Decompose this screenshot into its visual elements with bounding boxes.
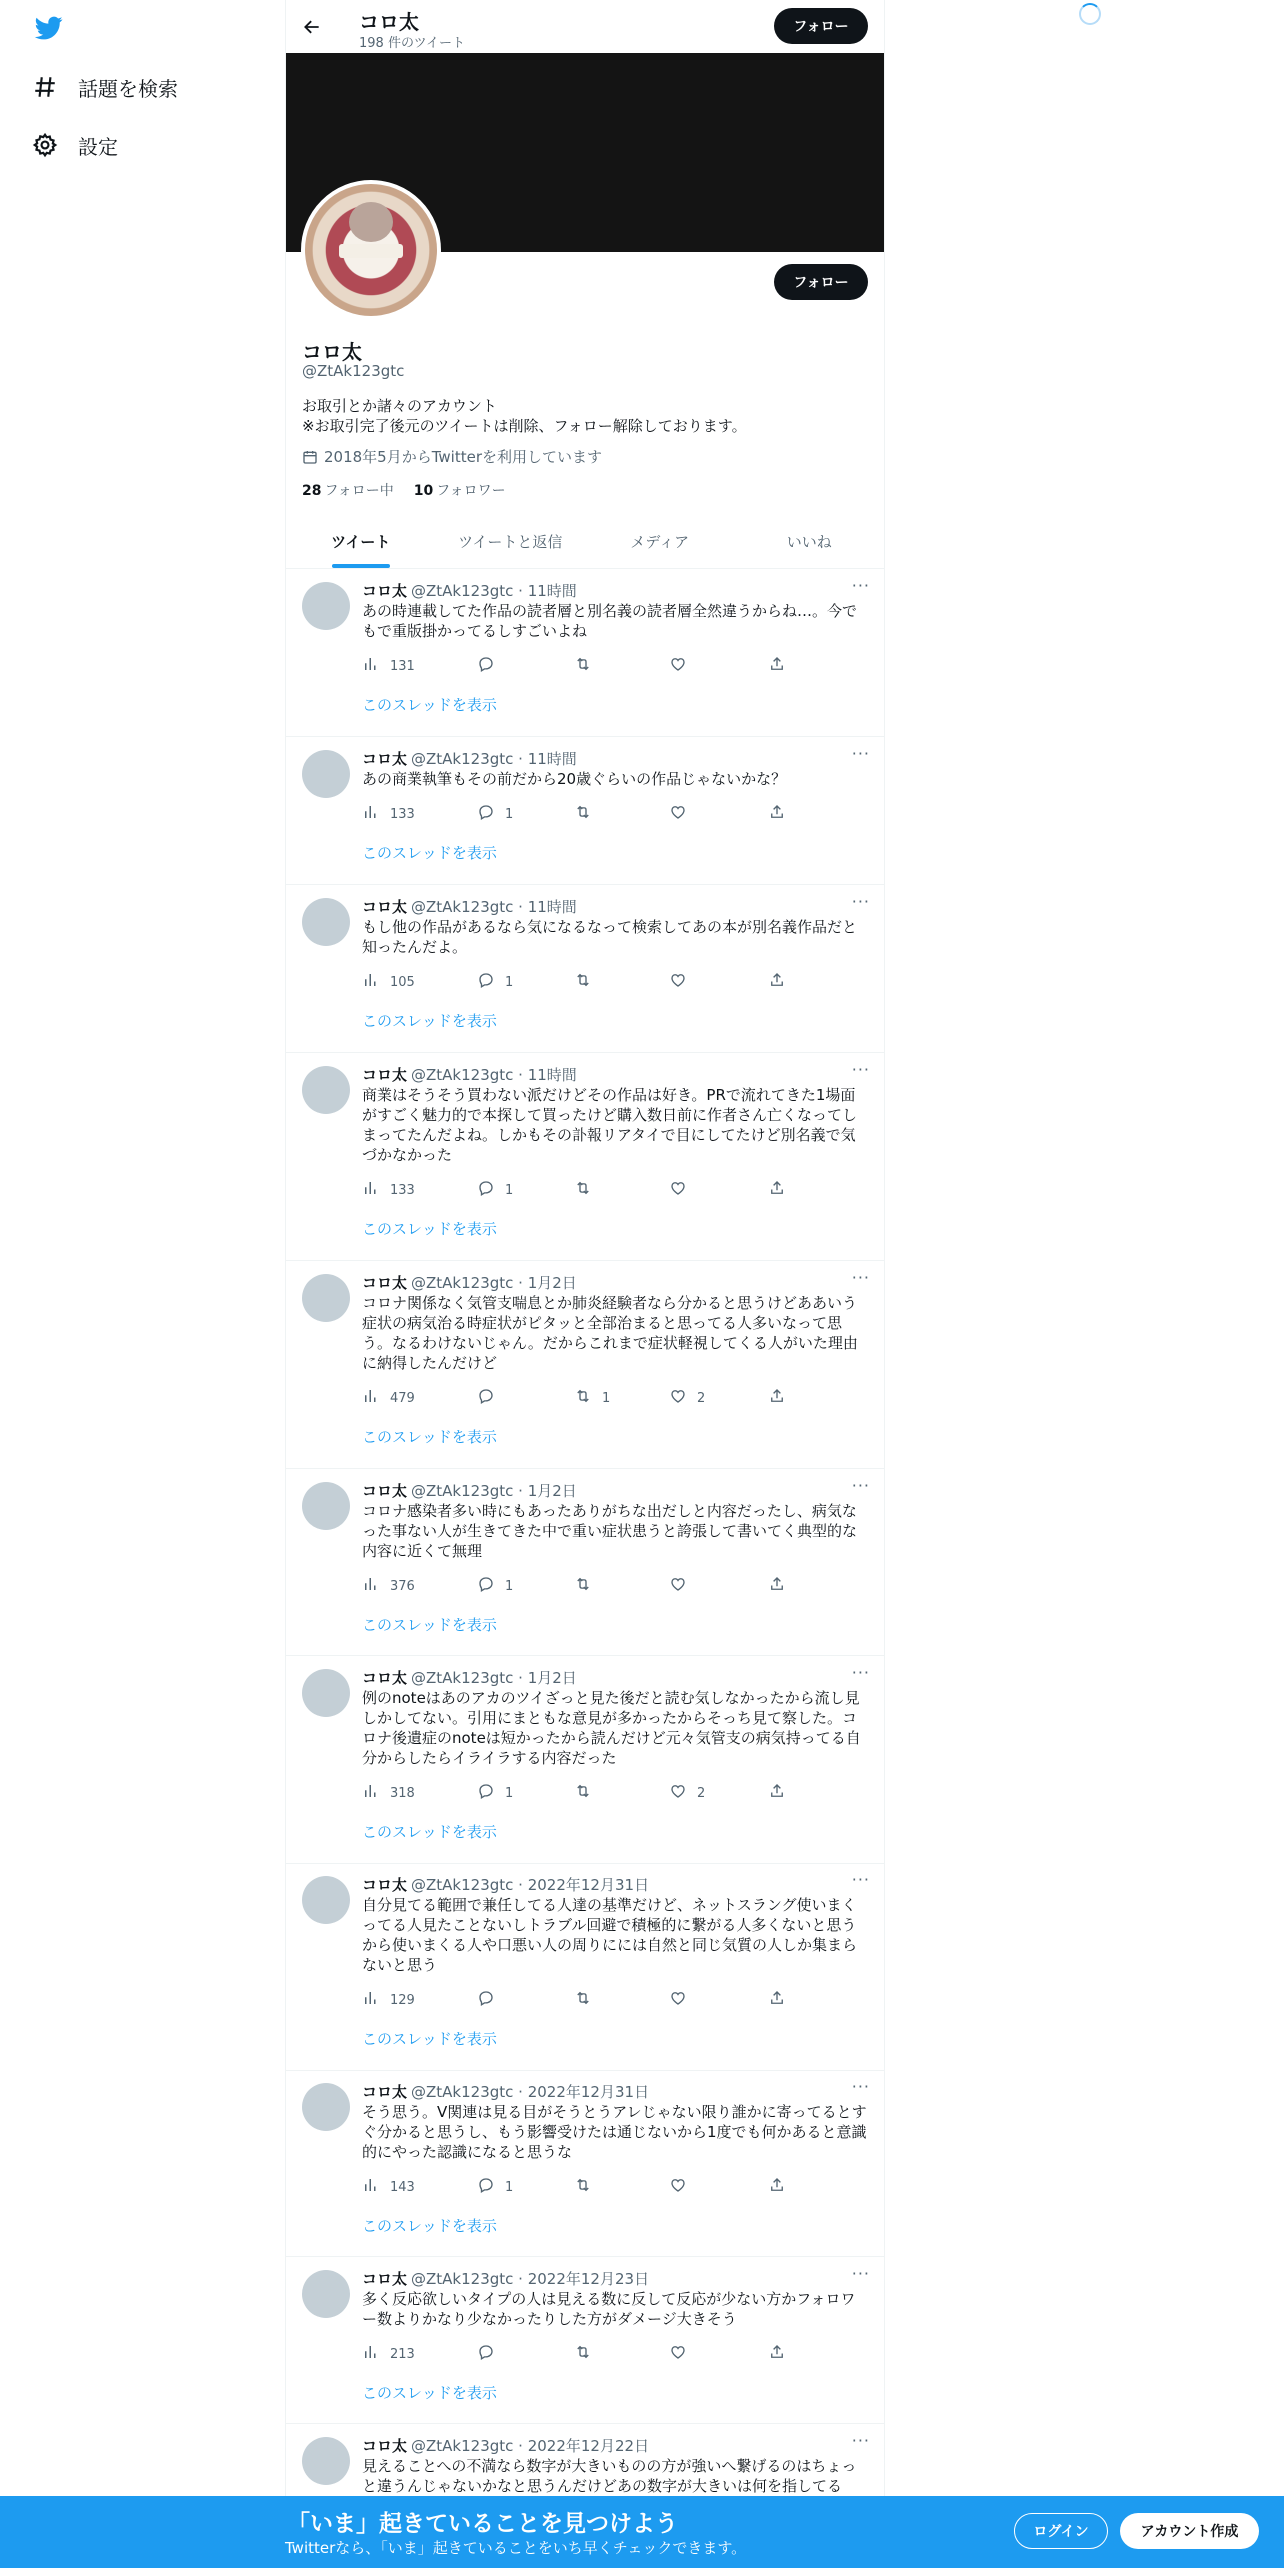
tweet-actions bbox=[362, 1387, 792, 1407]
views-count: 376 bbox=[390, 1578, 415, 1594]
tweet-text: あの商業執筆もその前だから20歳ぐらいの作品じゃないかな？ bbox=[362, 770, 787, 788]
tweet-author-handle[interactable]: @ZtAk123gtc bbox=[411, 1669, 514, 1687]
tweet-author-handle[interactable]: @ZtAk123gtc bbox=[411, 2270, 514, 2288]
join-date: 2018年5月からTwitterを利用しています bbox=[302, 446, 602, 467]
signup-prompt-subtitle: Twitterなら、「いま」起きていることをいち早くチェックできます。 bbox=[285, 2539, 747, 2557]
like-button[interactable] bbox=[669, 1782, 705, 1804]
tweet-author-name[interactable]: コロ太 bbox=[362, 2083, 408, 2101]
like-button[interactable] bbox=[669, 1575, 697, 1597]
more-options-icon[interactable]: ··· bbox=[851, 2077, 870, 2096]
signup-prompt-bar bbox=[0, 2496, 1284, 2568]
tweet[interactable] bbox=[286, 886, 884, 1053]
tweet-avatar[interactable] bbox=[302, 2437, 350, 2485]
like-icon bbox=[669, 1989, 687, 2011]
retweet-button[interactable] bbox=[574, 1782, 602, 1804]
retweet-icon bbox=[574, 2176, 592, 2198]
share-button[interactable] bbox=[768, 971, 786, 993]
tweet-header: コロ太 @ZtAk123gtc · 1月2日 bbox=[362, 1669, 577, 1687]
tweet-timestamp[interactable]: 1月2日 bbox=[527, 1482, 577, 1500]
tab-tweets-replies[interactable]: ツイートと返信 bbox=[458, 533, 563, 551]
tweet-author-name[interactable]: コロ太 bbox=[362, 1669, 408, 1687]
like-icon bbox=[669, 2343, 687, 2365]
tab-tweets[interactable]: ツイート bbox=[286, 515, 436, 568]
reply-button[interactable] bbox=[477, 1387, 505, 1409]
more-options-icon[interactable]: ··· bbox=[851, 1060, 870, 1079]
share-button[interactable] bbox=[768, 2176, 786, 2198]
more-options-icon[interactable]: ··· bbox=[851, 744, 870, 763]
retweet-button[interactable] bbox=[574, 2176, 602, 2198]
tweet-text: 多く反応欲しいタイプの人は見える数に反して反応が少ない方かフォロワー数よりかなり少なかったりした方がダメージ大きそう bbox=[362, 2290, 856, 2328]
reply-button[interactable] bbox=[477, 1575, 513, 1597]
back-arrow-icon[interactable] bbox=[296, 11, 328, 43]
tweet-text: 自分見てる範囲で兼任してる人達の基準だけど、ネットスラング使いまくってる人見たことないしトラブル回避で積極的に繋がる人多くないと思うから使いまくる人や口悪い人の周りにには自然と同じ気質の人しか集まらないと思う bbox=[362, 1896, 858, 1974]
tweet-author-name[interactable]: コロ太 bbox=[362, 582, 408, 600]
tweet-actions bbox=[362, 1179, 792, 1199]
tweet-header: コロ太 @ZtAk123gtc · 11時間 bbox=[362, 582, 577, 600]
share-icon bbox=[768, 971, 786, 993]
like-button[interactable] bbox=[669, 2176, 697, 2198]
hashtag-icon bbox=[32, 74, 58, 100]
tweet-author-handle[interactable]: @ZtAk123gtc bbox=[411, 898, 514, 916]
reply-button[interactable] bbox=[477, 803, 513, 825]
like-icon bbox=[669, 1782, 687, 1804]
signup-button[interactable]: アカウント作成 bbox=[1120, 2513, 1259, 2549]
tweet-author-name[interactable]: コロ太 bbox=[362, 1066, 408, 1084]
tweet-actions bbox=[362, 1989, 792, 2009]
views-button[interactable] bbox=[362, 655, 415, 677]
gear-icon bbox=[32, 132, 58, 158]
tweet-timestamp[interactable]: 1月2日 bbox=[527, 1669, 577, 1687]
reply-button[interactable] bbox=[477, 655, 505, 677]
tweet-header: コロ太 @ZtAk123gtc · 1月2日 bbox=[362, 1274, 577, 1292]
retweet-icon bbox=[574, 1782, 592, 1804]
retweet-icon bbox=[574, 655, 592, 677]
tweet-author-name[interactable]: コロ太 bbox=[362, 2270, 408, 2288]
tweet-avatar[interactable] bbox=[302, 750, 350, 798]
more-options-icon[interactable]: ··· bbox=[851, 892, 870, 911]
retweet-button[interactable] bbox=[574, 1575, 602, 1597]
reply-count: 1 bbox=[505, 2179, 514, 2195]
reply-count: 1 bbox=[505, 1785, 514, 1801]
reply-count: 1 bbox=[505, 974, 514, 990]
views-icon bbox=[362, 1387, 380, 1409]
share-button[interactable] bbox=[768, 1989, 786, 2011]
login-button[interactable]: ログイン bbox=[1014, 2513, 1108, 2549]
views-count: 133 bbox=[390, 806, 415, 822]
tweet-timestamp[interactable]: 2022年12月23日 bbox=[527, 2270, 650, 2288]
retweet-button[interactable] bbox=[574, 1179, 602, 1201]
views-icon bbox=[362, 2176, 380, 2198]
tweet-author-handle[interactable]: @ZtAk123gtc bbox=[411, 1482, 514, 1500]
reply-button[interactable] bbox=[477, 1782, 513, 1804]
like-icon bbox=[669, 803, 687, 825]
views-count: 131 bbox=[390, 658, 415, 674]
tweet[interactable] bbox=[286, 1262, 884, 1469]
like-button[interactable] bbox=[669, 2343, 697, 2365]
sidebar-item-explore[interactable] bbox=[32, 69, 178, 105]
tweet-timestamp[interactable]: 2022年12月31日 bbox=[527, 1876, 650, 1894]
header-follow-button[interactable]: フォロー bbox=[774, 8, 868, 44]
following-link[interactable]: 28 フォロー中 bbox=[302, 483, 394, 499]
tweet-header: コロ太 @ZtAk123gtc · 11時間 bbox=[362, 750, 577, 768]
tweet-text: 商業はそうそう買わない派だけどその作品は好き。PRで流れてきた1場面がすごく魅力的で本探して買ったけど購入数日前に作者さん亡くなってしまってたんだよね。しかもその訃報リアタイで目にしてたけど別名義で気づかなかった bbox=[362, 1086, 858, 1164]
share-button[interactable] bbox=[768, 1387, 786, 1409]
share-icon bbox=[768, 655, 786, 677]
share-icon bbox=[768, 1575, 786, 1597]
left-sidebar bbox=[0, 0, 285, 2568]
profile-header-bar bbox=[286, 0, 884, 53]
tweet-actions bbox=[362, 2176, 792, 2196]
page-title: コロ太 bbox=[359, 10, 419, 34]
retweet-icon bbox=[574, 1387, 592, 1409]
tweet-header: コロ太 @ZtAk123gtc · 2022年12月22日 bbox=[362, 2437, 650, 2455]
tweet-timestamp[interactable]: 2022年12月22日 bbox=[527, 2437, 650, 2455]
reply-icon bbox=[477, 1179, 495, 1201]
reply-icon bbox=[477, 1782, 495, 1804]
views-button[interactable] bbox=[362, 2343, 415, 2365]
show-thread-link[interactable]: このスレッドを表示 bbox=[362, 696, 497, 714]
tweet-timestamp[interactable]: 11時間 bbox=[527, 582, 577, 600]
tweet-text: コロナ関係なく気管支喘息とか肺炎経験者なら分かると思うけどああいう症状の病気治る時症状がピタッと全部治まると思ってる人多いなって思う。なるわけないじゃん。だからこれまで症状軽視してくる人がいた理由に納得したんだけど bbox=[362, 1294, 858, 1372]
views-button[interactable] bbox=[362, 1782, 415, 1804]
retweet-button[interactable] bbox=[574, 803, 602, 825]
like-button[interactable] bbox=[669, 803, 697, 825]
reply-icon bbox=[477, 2176, 495, 2198]
tweet[interactable] bbox=[286, 2258, 884, 2424]
like-icon bbox=[669, 655, 687, 677]
tweet-header: コロ太 @ZtAk123gtc · 11時間 bbox=[362, 1066, 577, 1084]
tweet[interactable] bbox=[286, 1054, 884, 1261]
tweet-header: コロ太 @ZtAk123gtc · 2022年12月31日 bbox=[362, 1876, 650, 1894]
views-count: 105 bbox=[390, 974, 415, 990]
tweet-timestamp[interactable]: 1月2日 bbox=[527, 1274, 577, 1292]
share-button[interactable] bbox=[768, 1179, 786, 1201]
reply-button[interactable] bbox=[477, 971, 513, 993]
tweet-header: コロ太 @ZtAk123gtc · 1月2日 bbox=[362, 1482, 577, 1500]
tweet[interactable] bbox=[286, 1657, 884, 1864]
twitter-bird-icon[interactable] bbox=[33, 14, 65, 42]
retweet-icon bbox=[574, 803, 592, 825]
views-count: 479 bbox=[390, 1390, 415, 1406]
like-button[interactable] bbox=[669, 1179, 697, 1201]
retweet-button[interactable] bbox=[574, 1989, 602, 2011]
reply-icon bbox=[477, 1989, 495, 2011]
tweet-text: あの時連載してた作品の読者層と別名義の読者層全然違うからね…。今でもで重版掛かってるしすごいよね bbox=[362, 602, 858, 640]
views-icon bbox=[362, 1575, 380, 1597]
like-count: 2 bbox=[697, 1390, 706, 1406]
views-button[interactable] bbox=[362, 971, 415, 993]
show-thread-link[interactable]: このスレッドを表示 bbox=[362, 2030, 497, 2048]
tweet-avatar[interactable] bbox=[302, 1274, 350, 1322]
show-thread-link[interactable]: このスレッドを表示 bbox=[362, 2384, 497, 2402]
tweet-text: もし他の作品があるなら気になるなって検索してあの本が別名義作品だと知ったんだよ。 bbox=[362, 918, 858, 956]
share-button[interactable] bbox=[768, 655, 786, 677]
views-count: 129 bbox=[390, 1992, 415, 2008]
views-icon bbox=[362, 1989, 380, 2011]
views-icon bbox=[362, 1782, 380, 1804]
tweet-avatar[interactable] bbox=[302, 1669, 350, 1717]
followers-link[interactable]: 10 フォロワー bbox=[413, 483, 506, 499]
tweet-actions bbox=[362, 2343, 792, 2363]
tweet[interactable] bbox=[286, 570, 884, 737]
retweet-button[interactable] bbox=[574, 1387, 610, 1409]
tweet[interactable] bbox=[286, 738, 884, 885]
reply-icon bbox=[477, 1575, 495, 1597]
share-button[interactable] bbox=[768, 1575, 786, 1597]
tweet-avatar[interactable] bbox=[302, 1482, 350, 1530]
profile-bio: お取引とか諸々のアカウント ※お取引完了後元のツイートは削除、フォロー解除しております。 bbox=[302, 397, 747, 435]
profile-column bbox=[285, 0, 885, 2568]
tweet-actions bbox=[362, 971, 792, 991]
signup-prompt-title: 「いま」起きていることを見つけよう bbox=[287, 2511, 678, 2537]
tweet-header: コロ太 @ZtAk123gtc · 11時間 bbox=[362, 898, 577, 916]
views-button[interactable] bbox=[362, 1575, 415, 1597]
tweet-author-name[interactable]: コロ太 bbox=[362, 2437, 408, 2455]
reply-count: 1 bbox=[505, 806, 514, 822]
reply-icon bbox=[477, 1387, 495, 1409]
more-options-icon[interactable]: ··· bbox=[851, 576, 870, 595]
reply-button[interactable] bbox=[477, 1179, 513, 1201]
reply-button[interactable] bbox=[477, 1989, 505, 2011]
like-icon bbox=[669, 1387, 687, 1409]
follow-stats bbox=[302, 480, 506, 500]
more-options-icon[interactable]: ··· bbox=[851, 1663, 870, 1682]
tweet-header: コロ太 @ZtAk123gtc · 2022年12月23日 bbox=[362, 2270, 650, 2288]
tweet-author-name[interactable]: コロ太 bbox=[362, 898, 408, 916]
share-button[interactable] bbox=[768, 1782, 786, 1804]
more-options-icon[interactable]: ··· bbox=[851, 2431, 870, 2450]
profile-name: コロ太 bbox=[302, 340, 362, 364]
tweet-avatar[interactable] bbox=[302, 2083, 350, 2131]
views-button[interactable] bbox=[362, 1179, 415, 1201]
tweet-header: コロ太 @ZtAk123gtc · 2022年12月31日 bbox=[362, 2083, 650, 2101]
retweet-icon bbox=[574, 2343, 592, 2365]
share-button[interactable] bbox=[768, 803, 786, 825]
like-icon bbox=[669, 971, 687, 993]
reply-count: 1 bbox=[505, 1578, 514, 1594]
views-icon bbox=[362, 803, 380, 825]
views-button[interactable] bbox=[362, 1989, 415, 2011]
retweet-icon bbox=[574, 1575, 592, 1597]
tweet-author-handle[interactable]: @ZtAk123gtc bbox=[411, 1274, 514, 1292]
share-icon bbox=[768, 2176, 786, 2198]
views-icon bbox=[362, 2343, 380, 2365]
tweet[interactable] bbox=[286, 1864, 884, 2071]
views-button[interactable] bbox=[362, 803, 415, 825]
like-button[interactable] bbox=[669, 1989, 697, 2011]
views-button[interactable] bbox=[362, 1387, 415, 1409]
views-count: 318 bbox=[390, 1785, 415, 1801]
like-count: 2 bbox=[697, 1785, 706, 1801]
more-options-icon[interactable]: ··· bbox=[851, 2264, 870, 2283]
profile-avatar[interactable] bbox=[301, 180, 441, 320]
tweet-author-name[interactable]: コロ太 bbox=[362, 750, 408, 768]
tweet[interactable] bbox=[286, 1470, 884, 1656]
share-icon bbox=[768, 803, 786, 825]
tweet-actions bbox=[362, 1575, 792, 1595]
tweet-timestamp[interactable]: 2022年12月31日 bbox=[527, 2083, 650, 2101]
show-thread-link[interactable]: このスレッドを表示 bbox=[362, 1616, 497, 1634]
tweet-actions bbox=[362, 803, 792, 823]
sidebar-item-label: 設定 bbox=[78, 134, 118, 159]
views-count: 213 bbox=[390, 2346, 415, 2362]
like-button[interactable] bbox=[669, 971, 697, 993]
profile-tabs bbox=[286, 515, 884, 569]
tweet-timestamp[interactable]: 11時間 bbox=[527, 750, 577, 768]
tweet-avatar[interactable] bbox=[302, 1066, 350, 1114]
show-thread-link[interactable]: このスレッドを表示 bbox=[362, 1428, 497, 1446]
retweet-button[interactable] bbox=[574, 655, 602, 677]
share-icon bbox=[768, 2343, 786, 2365]
reply-icon bbox=[477, 971, 495, 993]
tweet-text: コロナ感染者多い時にもあったありがちな出だしと内容だったし、病気なった事ない人が生きてきた中で重い症状患うと誇張して書いてく典型的な内容に近くて無理 bbox=[362, 1502, 858, 1560]
views-button[interactable] bbox=[362, 2176, 415, 2198]
reply-icon bbox=[477, 655, 495, 677]
tweet-timestamp[interactable]: 11時間 bbox=[527, 1066, 577, 1084]
reply-icon bbox=[477, 803, 495, 825]
views-icon bbox=[362, 655, 380, 677]
tweet-author-handle[interactable]: @ZtAk123gtc bbox=[411, 582, 514, 600]
sidebar-item-settings[interactable] bbox=[32, 127, 118, 163]
tweet-text: 見えることへの不満なら数字が大きいものの方が強いへ繋げるのはちょっと違うんじゃないかなと思うんだけどあの数字が大きいは何を指してる bbox=[362, 2457, 857, 2495]
share-icon bbox=[768, 1782, 786, 1804]
reply-icon bbox=[477, 2343, 495, 2365]
share-icon bbox=[768, 1179, 786, 1201]
like-icon bbox=[669, 1575, 687, 1597]
show-thread-link[interactable]: このスレッドを表示 bbox=[362, 2217, 497, 2235]
retweet-count: 1 bbox=[602, 1390, 611, 1406]
like-button[interactable] bbox=[669, 655, 697, 677]
profile-follow-button[interactable]: フォロー bbox=[774, 264, 868, 300]
tweet-avatar[interactable] bbox=[302, 898, 350, 946]
views-icon bbox=[362, 1179, 380, 1201]
tweet-timestamp[interactable]: 11時間 bbox=[527, 898, 577, 916]
views-icon bbox=[362, 971, 380, 993]
views-count: 143 bbox=[390, 2179, 415, 2195]
show-thread-link[interactable]: このスレッドを表示 bbox=[362, 1823, 497, 1841]
sidebar-item-label: 話題を検索 bbox=[78, 76, 178, 101]
tweet-text: そう思う。V関連は見る目がそうとうアレじゃない限り誰かに寄ってるとすぐ分かると思うし、もう影響受けたは通じないから1度でも何かあると意識的にやった認識になると思うな bbox=[362, 2103, 867, 2161]
tweet-actions bbox=[362, 655, 792, 675]
like-button[interactable] bbox=[669, 1387, 705, 1409]
more-options-icon[interactable]: ··· bbox=[851, 1870, 870, 1889]
tweet-author-handle[interactable]: @ZtAk123gtc bbox=[411, 2083, 514, 2101]
tweet-actions bbox=[362, 1782, 792, 1802]
show-thread-link[interactable]: このスレッドを表示 bbox=[362, 844, 497, 862]
tweet-author-name[interactable]: コロ太 bbox=[362, 1876, 408, 1894]
retweet-button[interactable] bbox=[574, 2343, 602, 2365]
tweet-author-handle[interactable]: @ZtAk123gtc bbox=[411, 1066, 514, 1084]
tab-likes[interactable]: いいね bbox=[786, 533, 832, 551]
tweet-author-name[interactable]: コロ太 bbox=[362, 1274, 408, 1292]
tweet-avatar[interactable] bbox=[302, 1876, 350, 1924]
profile-handle: @ZtAk123gtc bbox=[302, 362, 405, 380]
reply-button[interactable] bbox=[477, 2343, 505, 2365]
tweet-text: 例のnoteはあのアカのツイざっと見た後だと読む気しなかったから流し見しかしてない。引用にまともな意見が多かったからそっち見て察した。コロナ後遺症のnoteは短かったから読んだけど元々気管支の病気持ってる自分からしたらイライラする内容だった bbox=[362, 1689, 861, 1767]
more-options-icon[interactable]: ··· bbox=[851, 1476, 870, 1495]
show-thread-link[interactable]: このスレッドを表示 bbox=[362, 1012, 497, 1030]
share-button[interactable] bbox=[768, 2343, 786, 2365]
tweet-count: 198 件のツイート bbox=[359, 36, 466, 51]
reply-count: 1 bbox=[505, 1182, 514, 1198]
tab-media[interactable]: メディア bbox=[630, 533, 690, 551]
reply-button[interactable] bbox=[477, 2176, 513, 2198]
tweet-author-handle[interactable]: @ZtAk123gtc bbox=[411, 1876, 514, 1894]
share-icon bbox=[768, 1387, 786, 1409]
retweet-button[interactable] bbox=[574, 971, 602, 993]
retweet-icon bbox=[574, 1179, 592, 1201]
show-thread-link[interactable]: このスレッドを表示 bbox=[362, 1220, 497, 1238]
like-icon bbox=[669, 2176, 687, 2198]
share-icon bbox=[768, 1989, 786, 2011]
loading-spinner-icon bbox=[1079, 3, 1101, 25]
views-count: 133 bbox=[390, 1182, 415, 1198]
retweet-icon bbox=[574, 1989, 592, 2011]
tweet-author-handle[interactable]: @ZtAk123gtc bbox=[411, 750, 514, 768]
tweet-author-name[interactable]: コロ太 bbox=[362, 1482, 408, 1500]
tweet-author-handle[interactable]: @ZtAk123gtc bbox=[411, 2437, 514, 2455]
tweet[interactable] bbox=[286, 2071, 884, 2257]
calendar-icon bbox=[302, 449, 318, 465]
like-icon bbox=[669, 1179, 687, 1201]
retweet-icon bbox=[574, 971, 592, 993]
tweet-avatar[interactable] bbox=[302, 582, 350, 630]
tweet-avatar[interactable] bbox=[302, 2270, 350, 2318]
more-options-icon[interactable]: ··· bbox=[851, 1268, 870, 1287]
